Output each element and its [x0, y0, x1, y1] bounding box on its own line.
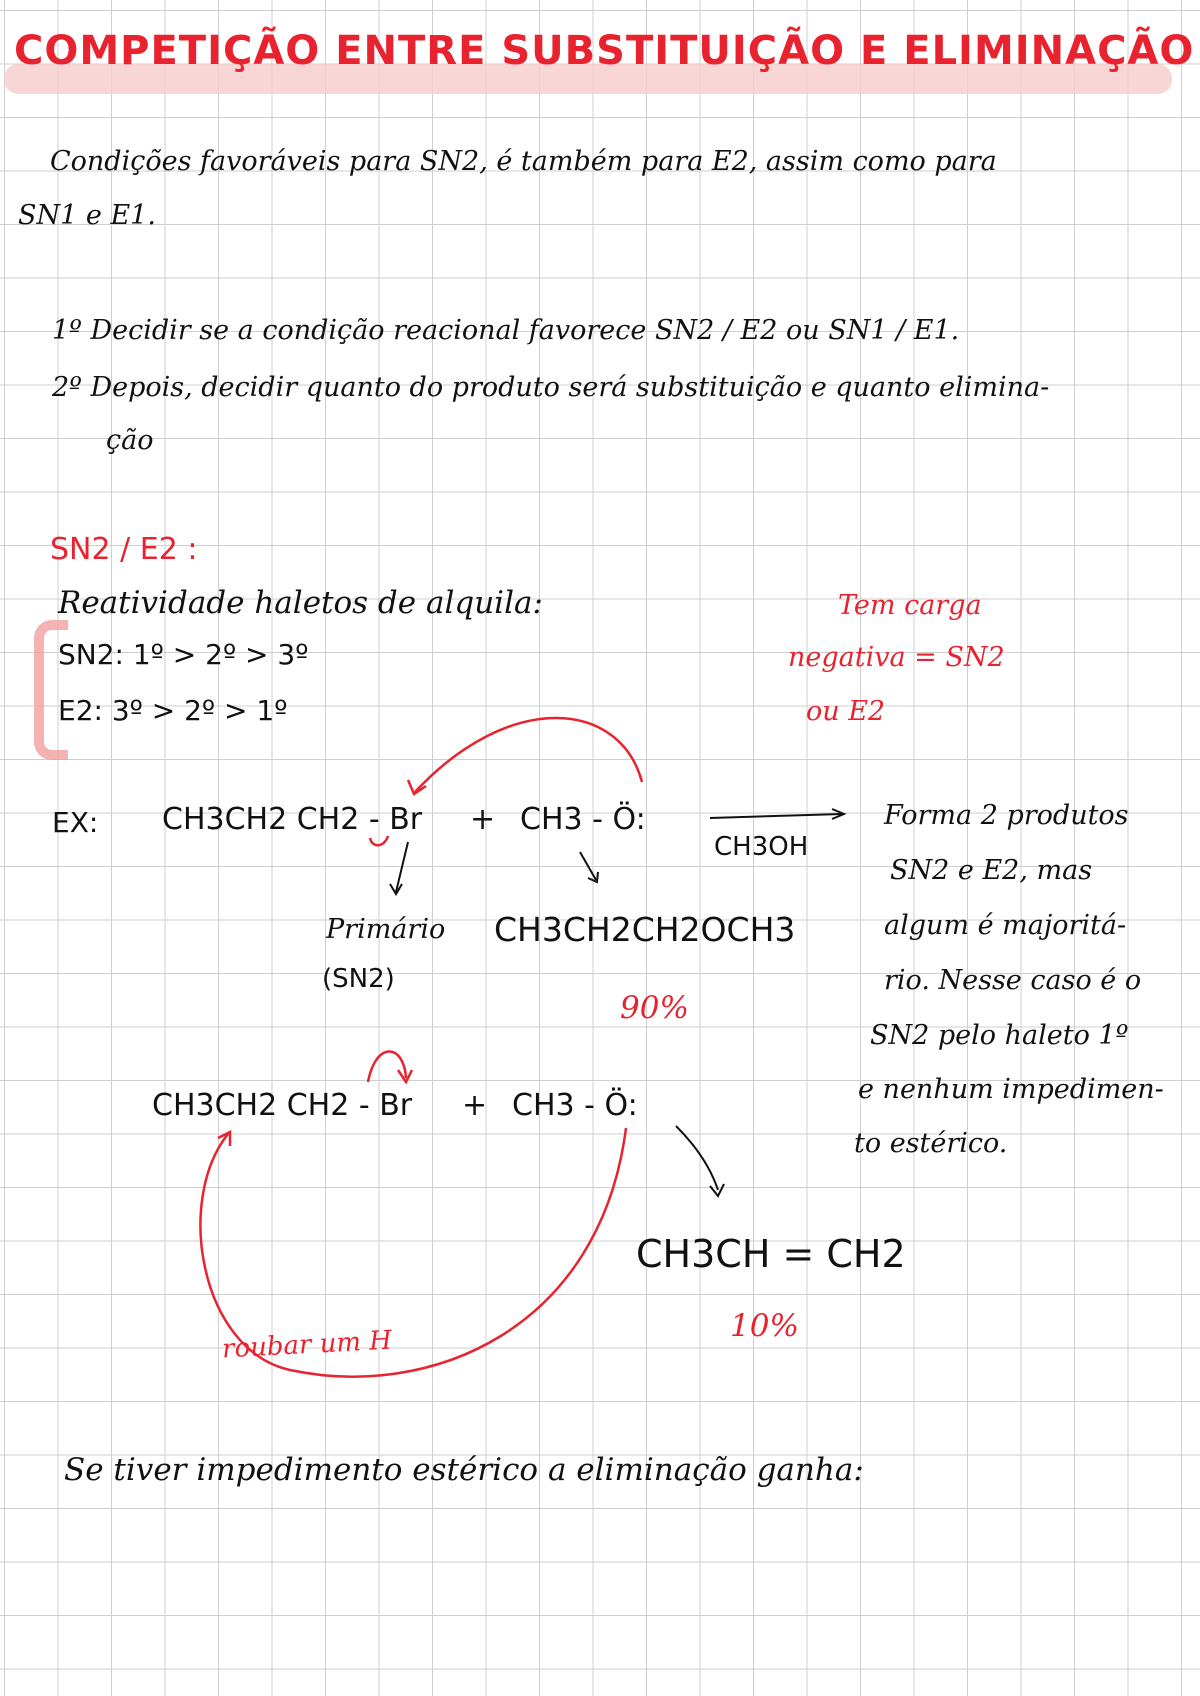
step-1: 1º Decidir se a condição reacional favorece SN2 / E2 ou SN1 / E1. — [52, 315, 960, 346]
intro-line-1: Condições favoráveis para SN2, é também para E2, assim como para — [50, 146, 997, 177]
explanation-line-3: algum é majoritá- — [884, 910, 1127, 941]
explanation-line-7: to estérico. — [854, 1128, 1008, 1159]
arrow-note: roubar um H — [221, 1325, 393, 1365]
page-title: COMPETIÇÃO ENTRE SUBSTITUIÇÃO E ELIMINAÇÃO — [14, 28, 1195, 74]
reaction1-substrate: CH3CH2 CH2 - Br — [162, 802, 423, 837]
section-title: SN2 / E2 : — [50, 532, 198, 567]
h-abstraction-arrow — [200, 1128, 626, 1377]
side-note-line-3: ou E2 — [806, 696, 886, 727]
explanation-line-6: e nenhum impedimen- — [858, 1074, 1164, 1105]
reaction1-product: CH3CH2CH2OCH3 — [494, 910, 796, 949]
reaction2-product: CH3CH = CH2 — [636, 1232, 906, 1276]
sn2-order: SN2: 1º > 2º > 3º — [58, 638, 309, 671]
reactivity-title: Reatividade haletos de alquila: — [58, 585, 543, 621]
step-2: 2º Depois, decidir quanto do produto será substituição e quanto elimina- — [52, 372, 1050, 403]
side-note-line-1: Tem carga — [838, 590, 982, 621]
primary-mechanism: (SN2) — [322, 964, 395, 994]
reaction2-bond-break-arrow — [368, 1052, 406, 1083]
reaction-arrow — [710, 814, 842, 818]
reaction1-nucleophile: CH3 - Ö: — [520, 802, 646, 837]
closing-line: Se tiver impedimento estérico a eliminação ganha: — [64, 1452, 864, 1488]
reaction2-yield: 10% — [730, 1308, 799, 1344]
intro-line-2: SN1 e E1. — [18, 200, 156, 231]
reaction1-solvent: CH3OH — [714, 832, 809, 862]
reaction2-substrate: CH3CH2 CH2 - Br — [152, 1088, 413, 1123]
reaction2-base: CH3 - Ö: — [512, 1088, 638, 1123]
side-note-line-2: negativa = SN2 — [788, 642, 1005, 673]
explanation-line-1: Forma 2 produtos — [884, 800, 1129, 831]
example-label: EX: — [52, 806, 99, 839]
reaction1-attack-arrow — [415, 718, 642, 792]
e2-order: E2: 3º > 2º > 1º — [58, 694, 288, 727]
product-pointer-arrow — [580, 852, 596, 880]
step-2-continuation: ção — [106, 425, 154, 456]
explanation-line-4: rio. Nesse caso é o — [884, 965, 1142, 996]
reaction2-plus: + — [462, 1088, 488, 1123]
reaction1-plus: + — [470, 802, 496, 837]
reaction1-bond-break-arrow — [370, 836, 388, 845]
elimination-pointer-arrow — [676, 1126, 718, 1190]
explanation-line-5: SN2 pelo haleto 1º — [870, 1020, 1129, 1051]
explanation-line-2: SN2 e E2, mas — [890, 855, 1093, 886]
reaction1-yield: 90% — [620, 990, 689, 1026]
primary-label: Primário — [326, 914, 446, 945]
